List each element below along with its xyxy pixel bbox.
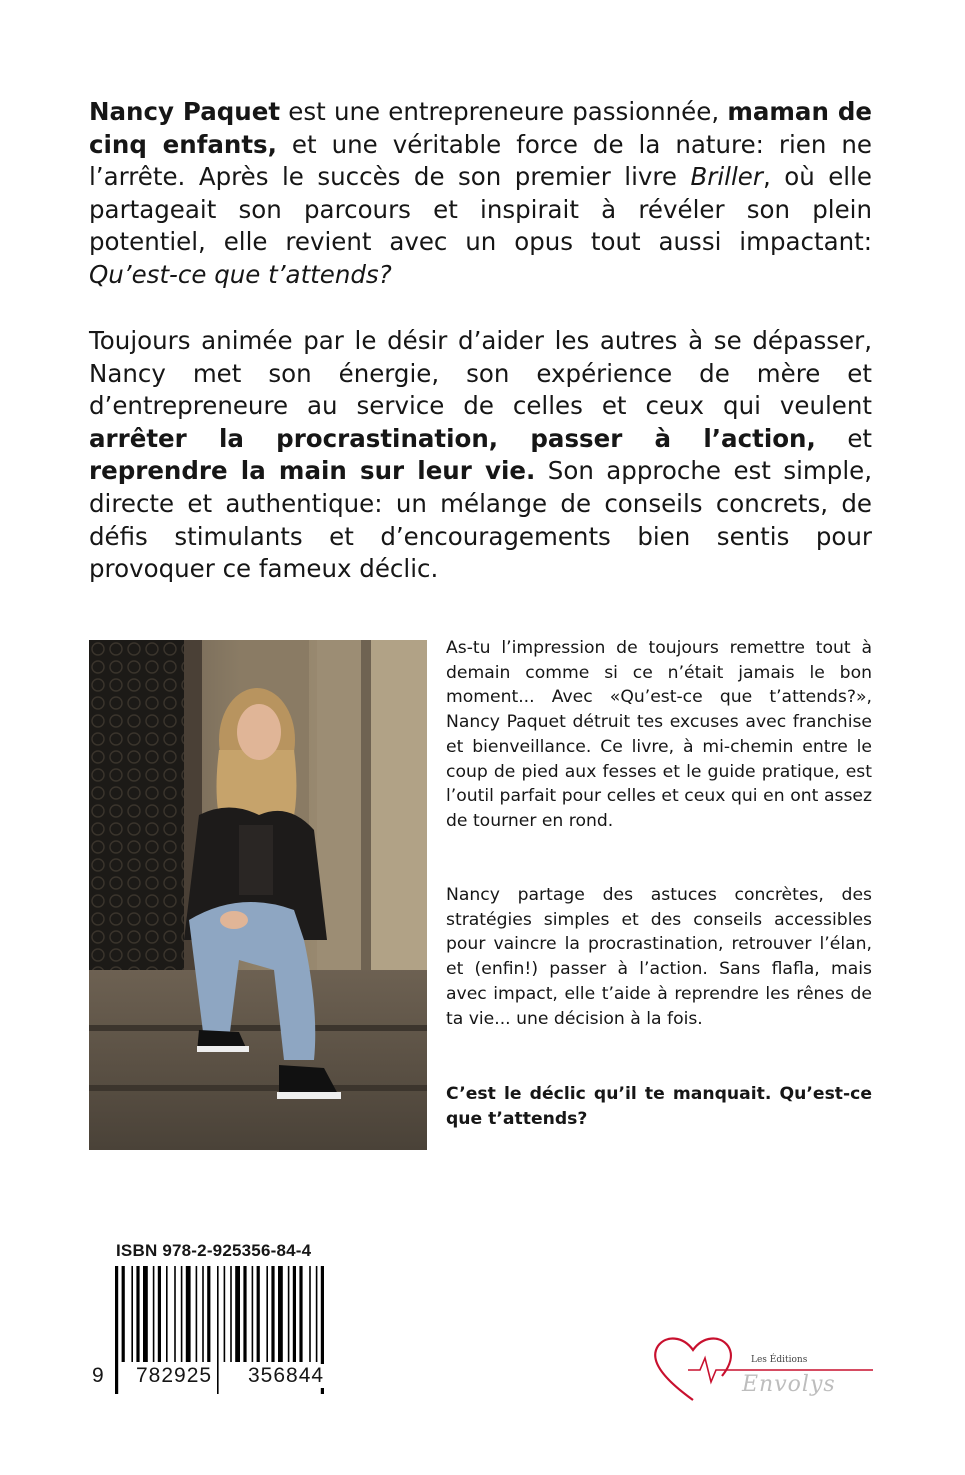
mission-paragraph: Toujours animée par le désir d’aider les autres à se dépasser, Nancy met son énergie, son expérience de mère et d’entrepreneure au service de celles et ceux qui veulent arrêter la procrastination, passer à l’action, et reprendre la main sur leur vie. Son approche est simple, directe et authentique: un mélange de conseils concrets, de défis stimulants et d’encouragements bien sentis pour provoquer ce fameux déclic. [89,326,873,584]
barcode-bar [136,1266,139,1362]
barcode-bar [243,1266,246,1362]
barcode-bar [181,1266,183,1362]
barcode-bar [224,1266,226,1362]
author-name: Nancy Paquet [89,97,281,126]
barcode-bar [158,1266,161,1362]
author-photo [89,640,427,1150]
closing-tagline: C’est le déclic qu’il te manquait. Qu’est-ce que t’attends? [446,1084,872,1129]
barcode-bar [288,1266,290,1362]
publisher-logo-heart-icon [648,1330,878,1410]
barcode-digit-first: 9 [92,1364,105,1387]
barcode-bar [153,1266,155,1362]
barcode-bar [143,1266,148,1362]
barcode-bar [131,1266,133,1362]
barcode-bar [186,1266,191,1362]
barcode-bar [196,1266,198,1362]
barcode-bar [174,1266,176,1362]
barcode-icon [89,1266,369,1396]
previous-book-title: Briller [690,162,763,192]
publisher-name-small: Les Éditions [751,1355,808,1365]
author-photo-illustration [89,640,427,1150]
barcode-digits-left: 782925 [136,1364,213,1387]
barcode-bar [230,1266,232,1362]
barcode-bar [271,1266,274,1362]
barcode-bar [316,1266,318,1362]
barcode-bar [293,1266,296,1362]
barcode-bar [202,1266,204,1362]
barcode-bar [217,1266,219,1394]
publisher-name-script: Envolys [742,1372,836,1397]
barcode-digits-right: 356844 [248,1364,325,1387]
barcode-bar [309,1266,311,1362]
barcode-bar [207,1266,210,1362]
barcode-bar [122,1266,125,1362]
author-intro-paragraph: Nancy Paquet est une entrepreneure passionnée, maman de cinq enfants, et une véritable force de la nature: rien ne l’arrête. Après le succès de son premier livre Briller, où elle partageait son parcours et inspirait à révéler son plein potentiel, elle revient avec un opus tout aussi impactant: Qu’est-ce que t’attends? [89,97,873,289]
barcode-bar [166,1266,168,1362]
isbn-label: ISBN 978-2-925356-84-4 [116,1241,312,1260]
summary-paragraph-2: Nancy partage des astuces concrètes, des stratégies simples et des conseils accessibles pour vaincre la procrastination, retrouver l’élan, et (enfin!) passer à l’action. Sans flafla, mais avec impact, elle t’aide à reprendre les rênes de ta vie... une décision à la fois. [446,885,872,1029]
book-title: Qu’est-ce que t’attends? [89,259,392,289]
barcode-bar [266,1266,268,1362]
barcode-bar [235,1266,240,1362]
summary-paragraph-1: As-tu l’impression de toujours remettre tout à demain comme si ce n’était jamais le bon moment... Avec «Qu’est-ce que t’attends?», Nancy Paquet détruit tes excuses avec franchise et bienveillance. Ce livre, à mi-chemin entre le coup de pied aux fesses et le guide pratique, est l’outil parfait pour celles et ceux qui en ont assez de tourner en rond. [446,638,872,831]
barcode-bar [257,1266,260,1362]
barcode-bar [115,1266,118,1394]
barcode-bar [299,1266,302,1362]
barcode-bar [252,1266,254,1362]
barcode-bar [278,1266,283,1362]
